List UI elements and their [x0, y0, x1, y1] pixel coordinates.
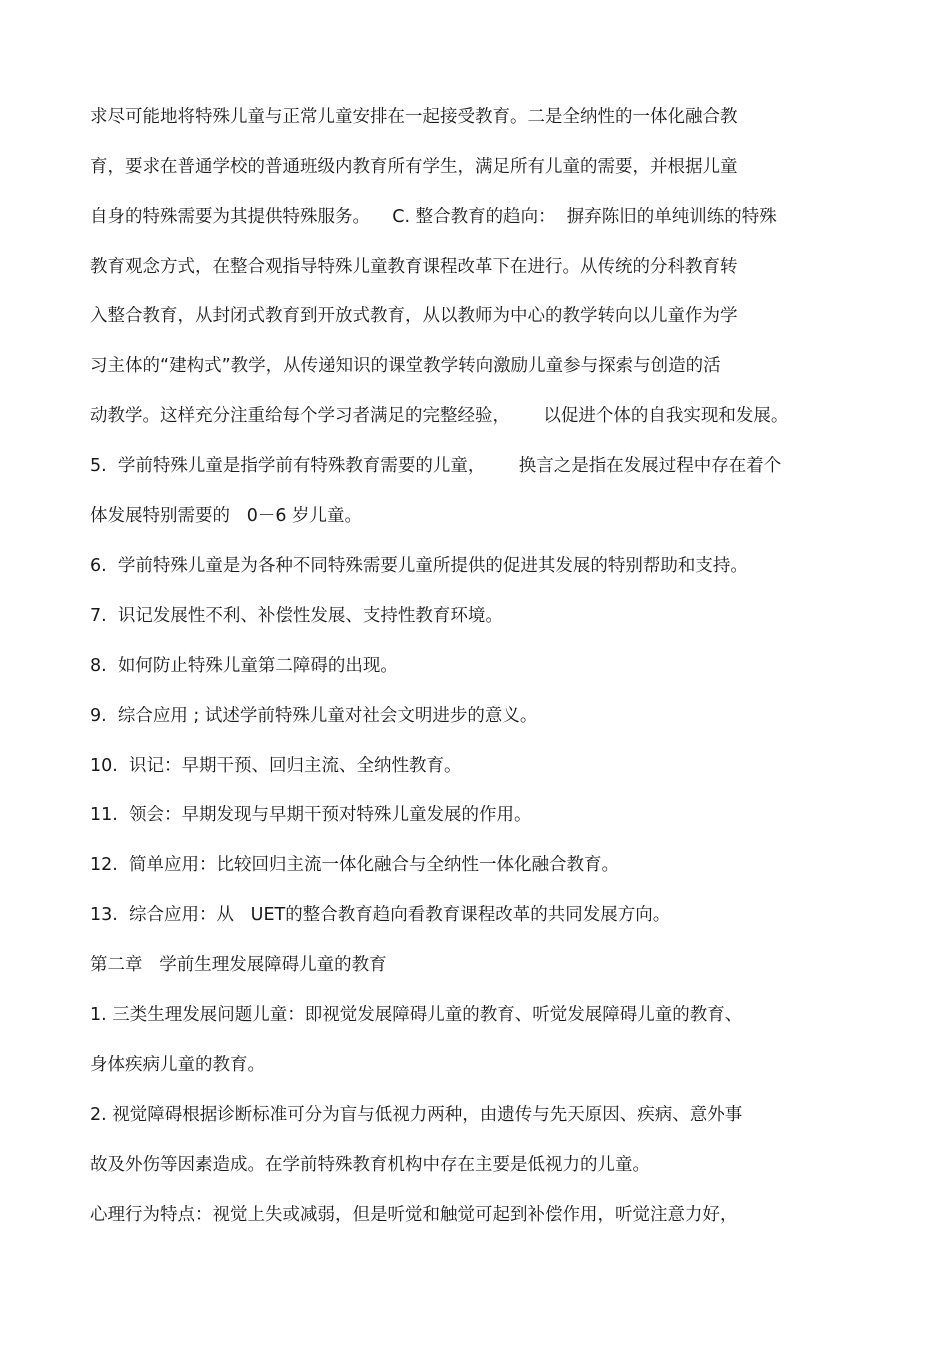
- list-item-5: 5. 学前特殊儿童是指学前有特殊教育需要的儿童， 换言之是指在发展过程中存在着个: [90, 456, 782, 476]
- chapter-heading: 第二章 学前生理发展障碍儿童的教育: [90, 955, 387, 975]
- text-line: 体发展特别需要的 0－6 岁儿童。: [90, 506, 363, 526]
- list-item-10: 10. 识记：早期干预、回归主流、全纳性教育。: [90, 756, 462, 776]
- text-line: 求尽可能地将特殊儿童与正常儿童安排在一起接受教育。二是全纳性的一体化融合教: [90, 107, 738, 127]
- list-item-9: 9. 综合应用 ; 试述学前特殊儿童对社会文明进步的意义。: [90, 706, 538, 726]
- list-item-13: 13. 综合应用：从 UET的整合教育趋向看教育课程改革的共同发展方向。: [90, 905, 671, 925]
- text-line: 习主体的“建构式”教学，从传递知识的课堂教学转向激励儿童参与探索与创造的活: [90, 356, 721, 376]
- list-item-6: 6. 学前特殊儿童是为各种不同特殊需要儿童所提供的促进其发展的特别帮助和支持。: [90, 556, 748, 576]
- text-line: 入整合教育，从封闭式教育到开放式教育，从以教师为中心的教学转向以儿童作为学: [90, 306, 738, 326]
- list-item-7: 7. 识记发展性不利、补偿性发展、支持性教育环境。: [90, 606, 503, 626]
- text-line: 自身的特殊需要为其提供特殊服务。 C. 整合教育的趋向： 摒弃陈旧的单纯训练的特殊: [90, 207, 777, 227]
- list-item-11: 11. 领会：早期发现与早期干预对特殊儿童发展的作用。: [90, 805, 532, 825]
- text-line: 动教学。这样充分注重给每个学习者满足的完整经验， 以促进个体的自我实现和发展。: [90, 406, 789, 426]
- text-line: 故及外伤等因素造成。在学前特殊教育机构中存在主要是低视力的儿童。: [90, 1155, 650, 1175]
- list-item-8: 8. 如何防止特殊儿童第二障碍的出现。: [90, 656, 398, 676]
- list-item-2: 2. 视觉障碍根据诊断标准可分为盲与低视力两种，由遗传与先天原因、疾病、意外事: [90, 1105, 743, 1125]
- list-item-12: 12. 简单应用：比较回归主流一体化融合与全纳性一体化融合教育。: [90, 855, 619, 875]
- list-item-1: 1. 三类生理发展问题儿童：即视觉发展障碍儿童的教育、听觉发展障碍儿童的教育、: [90, 1005, 743, 1025]
- text-line: 身体疾病儿童的教育。: [90, 1055, 265, 1075]
- text-line: 育，要求在普通学校的普通班级内教育所有学生，满足所有儿童的需要，并根据儿童: [90, 157, 738, 177]
- text-line: 教育观念方式，在整合观指导特殊儿童教育课程改革下在进行。从传统的分科教育转: [90, 257, 738, 277]
- text-line: 心理行为特点：视觉上失或减弱，但是听觉和触觉可起到补偿作用，听觉注意力好，: [90, 1205, 738, 1225]
